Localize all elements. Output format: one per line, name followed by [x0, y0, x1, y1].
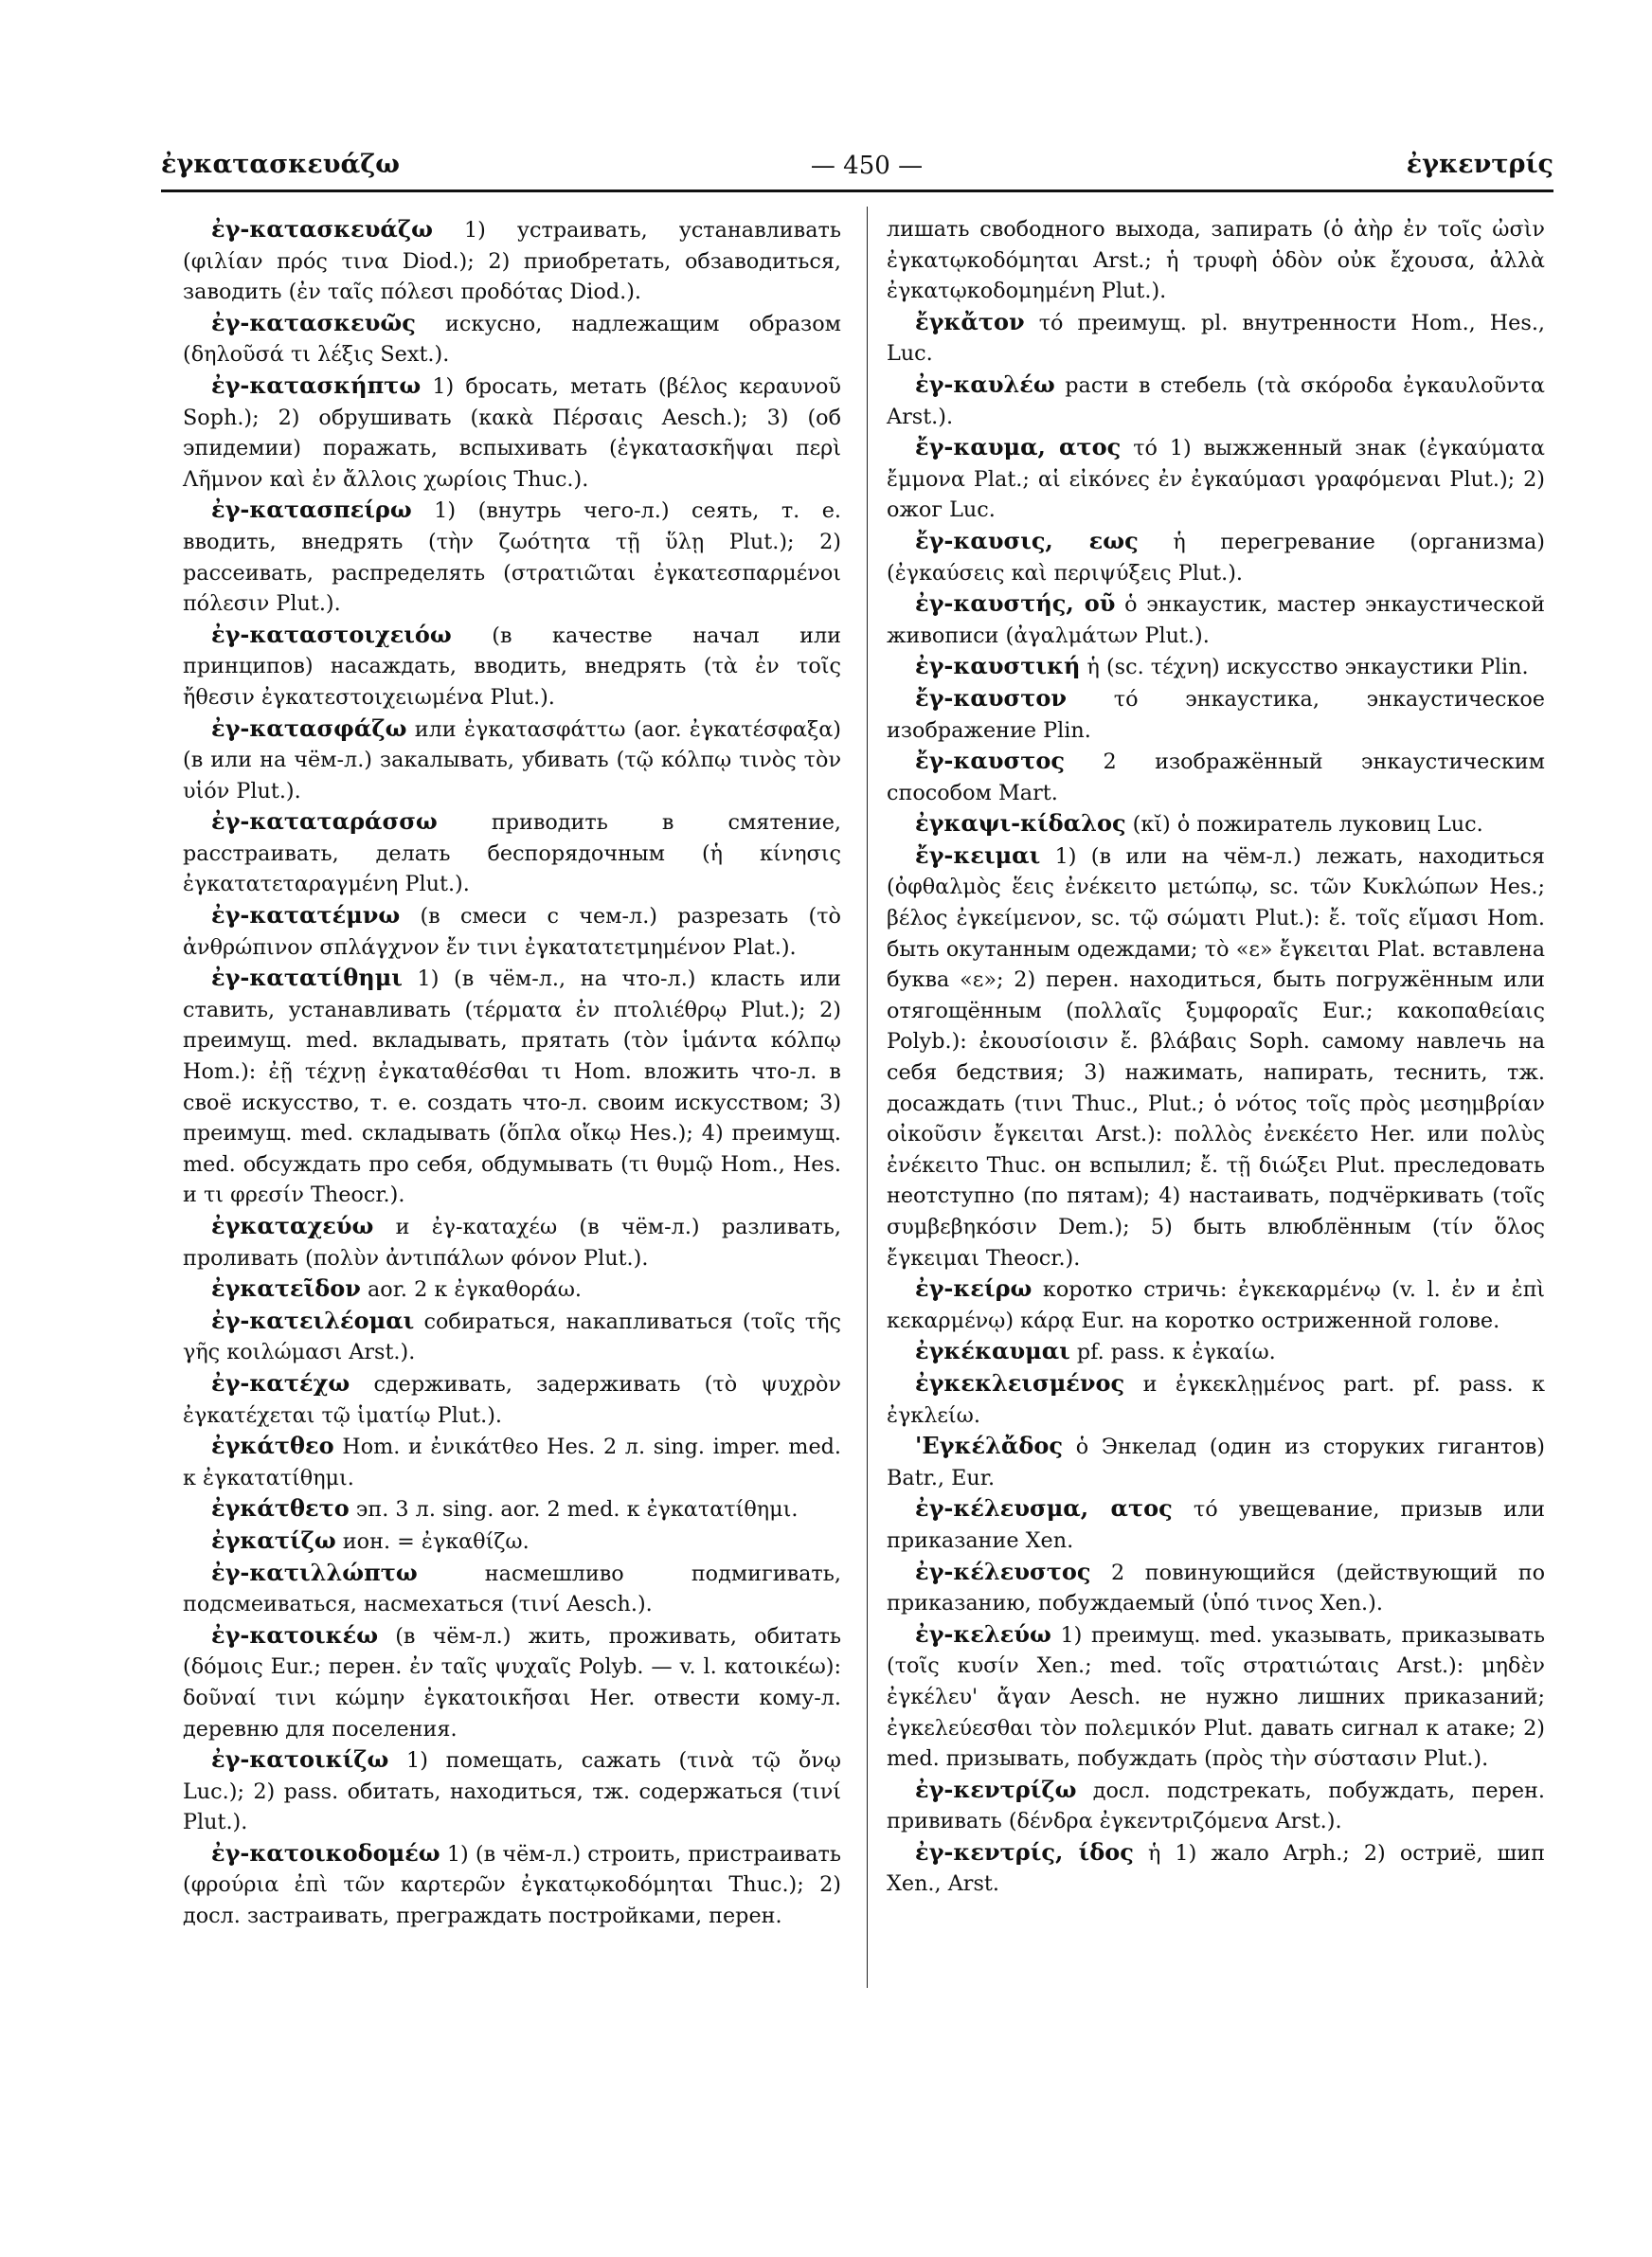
entry-headword: ἐγ-καυλέω [915, 370, 1055, 398]
entry-headword: ἐγ-καταταράσσω [211, 807, 438, 836]
dictionary-entry [183, 1526, 841, 1558]
entry-definition: 1) помещать, сажать (τινὰ τῷ ὄνῳ Luc.); 2) pass. обитать, находиться, тж. содержаться (τινί Plut.). [183, 1748, 841, 1835]
entry-headword: ἐγκάτθεο [211, 1432, 334, 1460]
dictionary-entry [887, 840, 1545, 1273]
entry-definition: досл. подстрекать, побуждать, перен. прививать (δένδρα ἐγκεντριζόμενα Arst.). [887, 1778, 1545, 1834]
entry-headword: ἐγ-κατοικοδομέω [211, 1838, 440, 1867]
entry-headword: ἐγ-κατατέμνω [211, 901, 401, 930]
dictionary-entry [887, 1775, 1545, 1837]
entry-definition: эп. 3 л. sing. aor. 2 med. к ἐγκατατίθημι. [349, 1497, 799, 1523]
entry-definition: ион. = ἐγκαθίζω. [335, 1528, 530, 1554]
entry-headword: ἐγ-κατασκήπτω [211, 370, 422, 399]
entry-definition: 1) (внутрь чего-л.) сеять, т. е. вводить, внедрять (τὴν ζωότητα τῇ ὕλῃ Plut.); 2) рассеивать, распределять (στρατιῶται ἐγκατεσπαρμένοι πόλεσιν Plut.). [183, 498, 841, 617]
dictionary-entry [183, 1431, 841, 1493]
entry-headword: ἐγ-κέλευσμα, ατος [915, 1494, 1173, 1523]
dictionary-entry [887, 307, 1545, 370]
entry-headword: ἔγκἄτον [915, 307, 1025, 335]
left-column [183, 214, 841, 1932]
dictionary-entry [887, 214, 1545, 307]
right-column [887, 214, 1545, 1900]
header-rule [161, 190, 1553, 192]
entry-headword: ἐγκαψι-κίδαλος [915, 809, 1126, 838]
entry-headword: ἐγ-κέλευστος [915, 1557, 1091, 1585]
dictionary-entry [183, 1368, 841, 1431]
entry-headword: ἐγκατίζω [211, 1526, 336, 1554]
entry-definition: (в смеси с чем-л.) разрезать (τὸ ἀνθρώπινον σπλάγχνον ἔν τινι ἐγκατατετμημένον Plat.). [183, 904, 841, 960]
dictionary-entry [183, 713, 841, 807]
entry-definition: 1) преимущ. med. указывать, приказывать (τοῖς κυσίν Xen.; med. τοῖς στρατιώταις Arst.): μηδὲν ἐγκέλευ' ἄγαν Aesch. не нужно лишних приказаний; ἐγκελεύεσθαι τὸν πολεμικόν Plut. давать сигнал к атаке; 2) med. призывать, побуждать (πρὸς τὴν σύστασιν Plut.). [887, 1622, 1545, 1772]
dictionary-entry [887, 1493, 1545, 1556]
dictionary-entry [887, 1336, 1545, 1368]
entry-definition: 1) (в чём-л.) строить, пристраивать (φρούρια ἐπὶ τῶν καρτερῶν ἐγκατῳκοδόμηται Thuc.); 2) досл. застраивать, преграждать постройками, перен. [183, 1841, 841, 1929]
entry-headword: ἐγ-κατατίθημι [211, 964, 403, 992]
entry-definition: сдерживать, задерживать (τὸ ψυχρὸν ἐγκατέχεται τῷ ἱματίῳ Plut.). [183, 1371, 841, 1428]
entry-headword: ἔγ-καυστος [915, 747, 1065, 775]
entry-headword: ἐγκεκλεισμένος [915, 1368, 1125, 1397]
entry-definition: лишать свободного выхода, запирать (ὁ ἀὴρ ἐν τοῖς ὠσὶν ἐγκατῳκοδόμηται Arst.; ἡ τρυφὴ ὁδὸν οὐκ ἔχουσα, ἀλλὰ ἐγκατῳκοδομημένη Plut.). [887, 217, 1545, 304]
entry-headword: ἐγ-κατέχω [211, 1368, 350, 1397]
entry-definition: pf. pass. к ἐγκαίω. [1069, 1340, 1276, 1365]
dictionary-entry [183, 900, 841, 963]
dictionary-entry [887, 746, 1545, 808]
entry-definition: 2 повинующийся (действующий по приказанию, побуждаемый (ὑπό τινος Xen.). [887, 1560, 1545, 1616]
entry-definition: ὁ Энкелад (один из сторуких гигантов) Batr., Eur. [887, 1435, 1545, 1490]
entry-definition: приводить в смятение, расстраивать, делать беспорядочным (ἡ κίνησις ἐγκατατεταραγμένη Plut.). [183, 810, 841, 897]
entry-headword: ἔγ-καυμα, ατος [915, 433, 1122, 461]
dictionary-entry [183, 1558, 841, 1620]
entry-headword: ἐγ-κατασπείρω [211, 496, 412, 524]
header-right-word: ἐγκεντρίς [1406, 150, 1553, 179]
entry-definition: расти в стебель (τὰ σκόροδα ἐγκαυλοῦντα Arst.). [887, 372, 1545, 429]
entry-definition: aor. 2 к ἐγκαθοράω. [360, 1277, 582, 1303]
entry-definition: (в чём-л.) жить, проживать, обитать (δόμοις Eur.; перен. ἐν ταῖς ψυχαῖς Polyb. — v. l. κατοικέω): δοῦναί τινι κώμην ἐγκατοικῆσαι Her. отвести кому-л. деревню для поселения. [183, 1623, 841, 1742]
entry-definition: τό 1) выжженный знак (ἐγκαύματα ἔμμονα Plat.; αἱ εἰκόνες ἐν ἐγκαύμασι γραφόμεναι Plut.); 2) ожог Luc. [887, 436, 1545, 523]
dictionary-entry [183, 370, 841, 495]
dictionary-entry [183, 1744, 841, 1838]
entry-definition: τό энкаустика, энкаустическое изображение Plin. [887, 686, 1545, 743]
entry-definition: (κῐ) ὁ пожиратель луковиц Luc. [1125, 812, 1483, 838]
entry-headword: ἐγκάτθετο [211, 1494, 350, 1523]
dictionary-entry [183, 308, 841, 370]
dictionary-entry [887, 1431, 1545, 1493]
entry-headword: ἐγ-κατειλέομαι [211, 1306, 415, 1334]
entry-headword: ἐγ-καυστική [915, 652, 1081, 680]
entry-definition: 1) бросать, метать (βέλος κεραυνοῦ Soph.); 2) обрушивать (κακὰ Πέρσαις Aesch.); 3) (об эпидемии) поражать, вспыхивать (ἐγκατασκῆψαι περὶ Λῆμνον καὶ ἐν ἄλλοις χωρίοις Thuc.). [183, 373, 841, 492]
entry-definition: ἡ 1) жало Arph.; 2) остриё, шип Xen., Arst. [887, 1840, 1545, 1897]
dictionary-entry [887, 651, 1545, 683]
entry-definition: и ἐγκεκλῃμένος part. pf. pass. к ἐγκλείω. [887, 1371, 1545, 1428]
entry-definition: или ἐγκατασφάττω (aor. ἐγκατέσφαξα) (в или на чём-л.) закалывать, убивать (τῷ κόλπῳ τινὸς τὸν υἱόν Plut.). [183, 716, 841, 803]
dictionary-entry [183, 1493, 841, 1526]
entry-definition: коротко стричь: ἐγκεκαρμένῳ (v. l. ἐν и ἐπὶ κεκαρμένῳ) κάρᾳ Eur. на коротко остриженной голове. [887, 1277, 1545, 1333]
dictionary-entry [183, 495, 841, 619]
entry-definition: ἡ перегревание (организма) (ἐγκαύσεις καὶ περιψύξεις Plut.). [887, 529, 1545, 586]
page-number: — 450 — [810, 152, 924, 180]
entry-headword: ἐγ-κεντρίς, ίδος [915, 1837, 1134, 1866]
entry-headword: ἐγ-κατοικέω [211, 1620, 379, 1649]
dictionary-entry [183, 1620, 841, 1744]
entry-headword: ἐγ-καταστοιχειόω [211, 620, 452, 648]
entry-definition: 1) (в или на чём-л.) лежать, находиться (ὀφθαλμὸς ἕεις ἐνέκειτο μετώπῳ, sc. τῶν Κυκλώπων Hes.; βέλος ἐγκείμενον, sc. τῷ σώματι Plut.): ἔ. τοῖς εἵμασι Hom. быть окутанным одеждами; τὸ «ε» ἔγκειται Plat. вставлена буква «ε»; 2) перен. находиться, быть погружённым или отягощённым (πολλαῖς ξυμφοραῖς Eur.; κακοπαθείαις Polyb.): ἐκουσίοισιν ἔ. βλάβαις Soph. самому навлечь на себя бедствия; 3) нажимать, напирать, теснить, тж. досаждать (τινι Thuc., Plut.; ὁ νότος τοῖς πρὸς μεσημβρίαν οἰκοῦσιν ἔγκειται Arst.): πολλὸς ἐνεκέετο Her. или πολὺς ἐνέκειτο Thuc. он вспылил; ἔ. τῇ διώξει Plut. преследовать неотступно (по пятам); 4) настаивать, подчёркивать (τοῖς συμβεβηκόσιν Dem.); 5) быть влюблённым (τίν ὅλος ἔγκειμαι Theocr.). [887, 843, 1545, 1271]
entry-headword: ἐγ-κατασκευῶς [211, 308, 416, 336]
dictionary-entry [183, 963, 841, 1211]
dictionary-entry [183, 1273, 841, 1306]
entry-headword: ἐγκέκαυμαι [915, 1337, 1070, 1365]
dictionary-entry [887, 1368, 1545, 1431]
dictionary-entry [887, 588, 1545, 651]
dictionary-entry [183, 1211, 841, 1273]
entry-definition: 1) (в чём-л., на что-л.) класть или ставить, устанавливать (τέρματα ἐν πτολιέθρῳ Plut.); 2) преимущ. med. вкладывать, прятать (τὸν ἱμάντα κόλπῳ Hom.): ἐῇ τέχνῃ ἐγκαταθέσθαι τι Hom. вложить что-л. в своё искусство, т. е. создать что-л. своим искусством; 3) преимущ. med. складывать (ὅπλα οἴκῳ Hes.); 4) преимущ. med. обсуждать про себя, обдумывать (τι θυμῷ Hom., Hes. и τι φρεσίν Theocr.). [183, 966, 841, 1208]
entry-definition: τό увещевание, призыв или приказание Xen. [887, 1497, 1545, 1553]
entry-headword: ἐγκατεῖδον [211, 1274, 361, 1303]
entry-headword: ἐγ-κελεύω [915, 1619, 1051, 1648]
entry-definition: (в качестве начал или принципов) насаждать, вводить, внедрять (τὰ ἐν τοῖς ἤθεσιν ἐγκατεστοιχειωμένα Plut.). [183, 623, 841, 710]
dictionary-entry [887, 432, 1545, 526]
column-divider [867, 207, 868, 1988]
entry-definition: искусно, надлежащим образом (δηλοῦσά τι λέξις Sext.). [183, 311, 841, 368]
entry-headword: ἐγ-κατασφάζω [211, 713, 407, 742]
entry-definition: насмешливо подмигивать, подсмеиваться, насмехаться (τινί Aesch.). [183, 1561, 841, 1617]
entry-headword: ἐγ-κατασκευάζω [211, 215, 433, 243]
header-left-word: ἐγκατασκευάζω [161, 150, 400, 179]
entry-definition: ἡ (sc. τέχνη) искусство энкаустики Plin. [1080, 655, 1529, 680]
dictionary-entry [887, 1619, 1545, 1775]
entry-definition: Hom. и ἐνικάτθεο Hes. 2 л. sing. imper. med. к ἐγκατατίθημι. [183, 1435, 841, 1490]
entry-definition: τό преимущ. pl. внутренности Hom., Hes., Luc. [887, 310, 1545, 367]
entry-headword: ἐγ-κείρω [915, 1274, 1032, 1303]
entry-headword: ἐγκαταχεύω [211, 1212, 374, 1239]
dictionary-entry [183, 806, 841, 900]
dictionary-entry [887, 526, 1545, 588]
entry-headword: 'Εγκέλἄδος [915, 1432, 1063, 1460]
entry-headword: ἔγ-κειμαι [915, 840, 1041, 869]
entry-definition: собираться, накапливаться (τοῖς τῆς γῆς κοιλώμασι Arst.). [183, 1309, 841, 1365]
dictionary-entry [887, 370, 1545, 432]
entry-headword: ἐγ-καυστής, οῦ [915, 589, 1116, 618]
entry-headword: ἔγ-καυσις, εως [915, 526, 1139, 554]
dictionary-entry [183, 620, 841, 713]
dictionary-entry [183, 1306, 841, 1368]
entry-definition: 2 изображённый энкаустическим способом Mart. [887, 749, 1545, 805]
dictionary-entry [887, 1273, 1545, 1336]
entry-definition: ὁ энкаустик, мастер энкаустической живописи (ἀγαλμάτων Plut.). [887, 592, 1545, 648]
page-header [161, 144, 1553, 186]
dictionary-entry [887, 808, 1545, 840]
dictionary-entry [887, 683, 1545, 746]
dictionary-entry [183, 214, 841, 308]
entry-definition: и ἐγ-καταχέω (в чём-л.) разливать, проливать (πολὺν ἀντιπάλων φόνον Plut.). [183, 1215, 841, 1271]
dictionary-entry [887, 1837, 1545, 1900]
dictionary-entry [183, 1838, 841, 1932]
entry-definition: 1) устраивать, устанавливать (φιλίαν πρός τινα Diod.); 2) приобретать, обзаводиться, заводить (ἐν ταῖς πόλεσι προδότας Diod.). [183, 218, 841, 305]
entry-headword: ἐγ-κατιλλώπτω [211, 1558, 418, 1586]
entry-headword: ἐγ-κεντρίζω [915, 1775, 1077, 1803]
entry-headword: ἐγ-κατοικίζω [211, 1745, 389, 1774]
entry-headword: ἔγ-καυστον [915, 683, 1068, 712]
dictionary-entry [887, 1557, 1545, 1619]
